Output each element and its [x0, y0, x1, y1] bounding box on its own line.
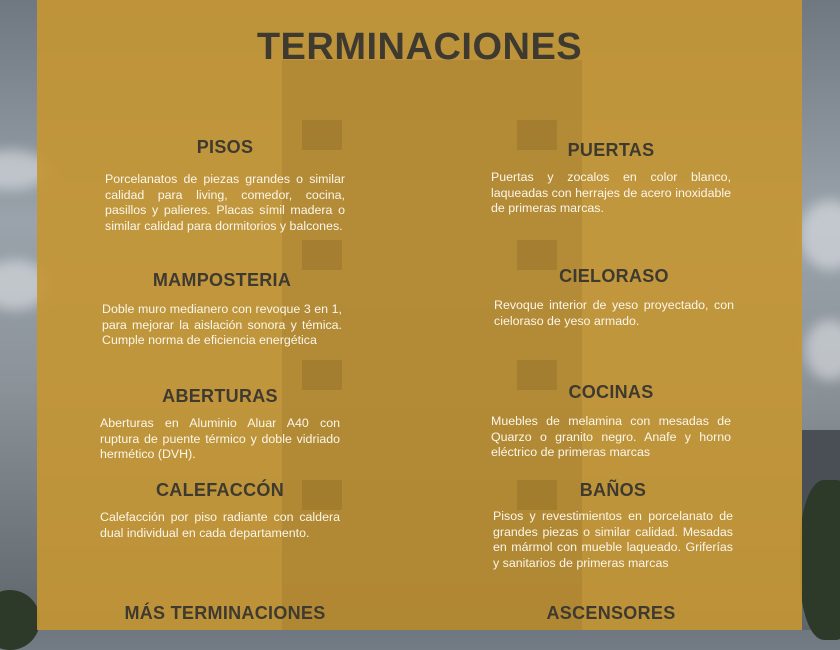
section-heading: PISOS — [196, 137, 254, 157]
section-heading: CIELORASO — [559, 266, 669, 286]
page-title: TERMINACIONES — [256, 26, 583, 68]
section-heading: ABERTURAS — [162, 386, 278, 406]
background-tree — [0, 590, 40, 650]
section-mamposteria — [102, 270, 342, 349]
section-text: Doble muro medianero con revoque 3 en 1, para mejorar la aislación sonora y témica. Cumple norma de eficiencia energética — [102, 302, 342, 347]
section-pisos — [105, 137, 345, 234]
section-cieloraso — [494, 266, 734, 329]
section-cocinas — [491, 382, 731, 461]
section-heading: BAÑOS — [579, 480, 647, 500]
section-banos — [493, 480, 733, 571]
section-ascensores — [491, 603, 731, 624]
section-text: Muebles de melamina con mesadas de Quarzo o granito negro. Anafe y horno eléctrico de primeras marcas — [491, 414, 731, 459]
background-tree — [800, 480, 840, 640]
section-text: Puertas y zocalos en color blanco, laqueadas con herrajes de acero inoxidable de primeras marcas. — [491, 170, 731, 215]
cloud — [800, 200, 840, 270]
building-window — [302, 240, 342, 270]
section-puertas — [491, 140, 731, 217]
section-heading: PUERTAS — [567, 140, 655, 160]
section-heading: CALEFACCÓN — [156, 480, 284, 500]
terminaciones-panel — [37, 0, 802, 630]
cloud — [805, 320, 840, 380]
section-text: Revoque interior de yeso proyectado, con cieloraso de yeso armado. — [494, 298, 734, 328]
section-aberturas — [100, 386, 340, 463]
section-heading: COCINAS — [568, 382, 654, 402]
section-heading: MÁS TERMINACIONES — [124, 603, 326, 623]
section-heading: ASCENSORES — [546, 603, 676, 623]
section-text: Porcelanatos de piezas grandes o similar calidad para living, comedor, cocina, pasillos y palieres. Placas símil madera o similar calidad para dormitorios y balcones. — [105, 172, 345, 233]
section-text: Aberturas en Aluminio Aluar A40 con ruptura de puente térmico y doble vidriado hermético (DVH). — [100, 416, 340, 461]
section-text: Calefacción por piso radiante con caldera dual individual en cada departamento. — [100, 510, 340, 540]
section-mas-terminaciones — [100, 603, 350, 624]
section-heading: MAMPOSTERIA — [152, 270, 292, 290]
section-text: Pisos y revestimientos en porcelanato de grandes piezas o similar calidad. Mesadas en mármol con mueble laqueado. Griferías y sanitarios de primeras marcas — [493, 509, 733, 570]
section-calefaccion — [100, 480, 340, 541]
